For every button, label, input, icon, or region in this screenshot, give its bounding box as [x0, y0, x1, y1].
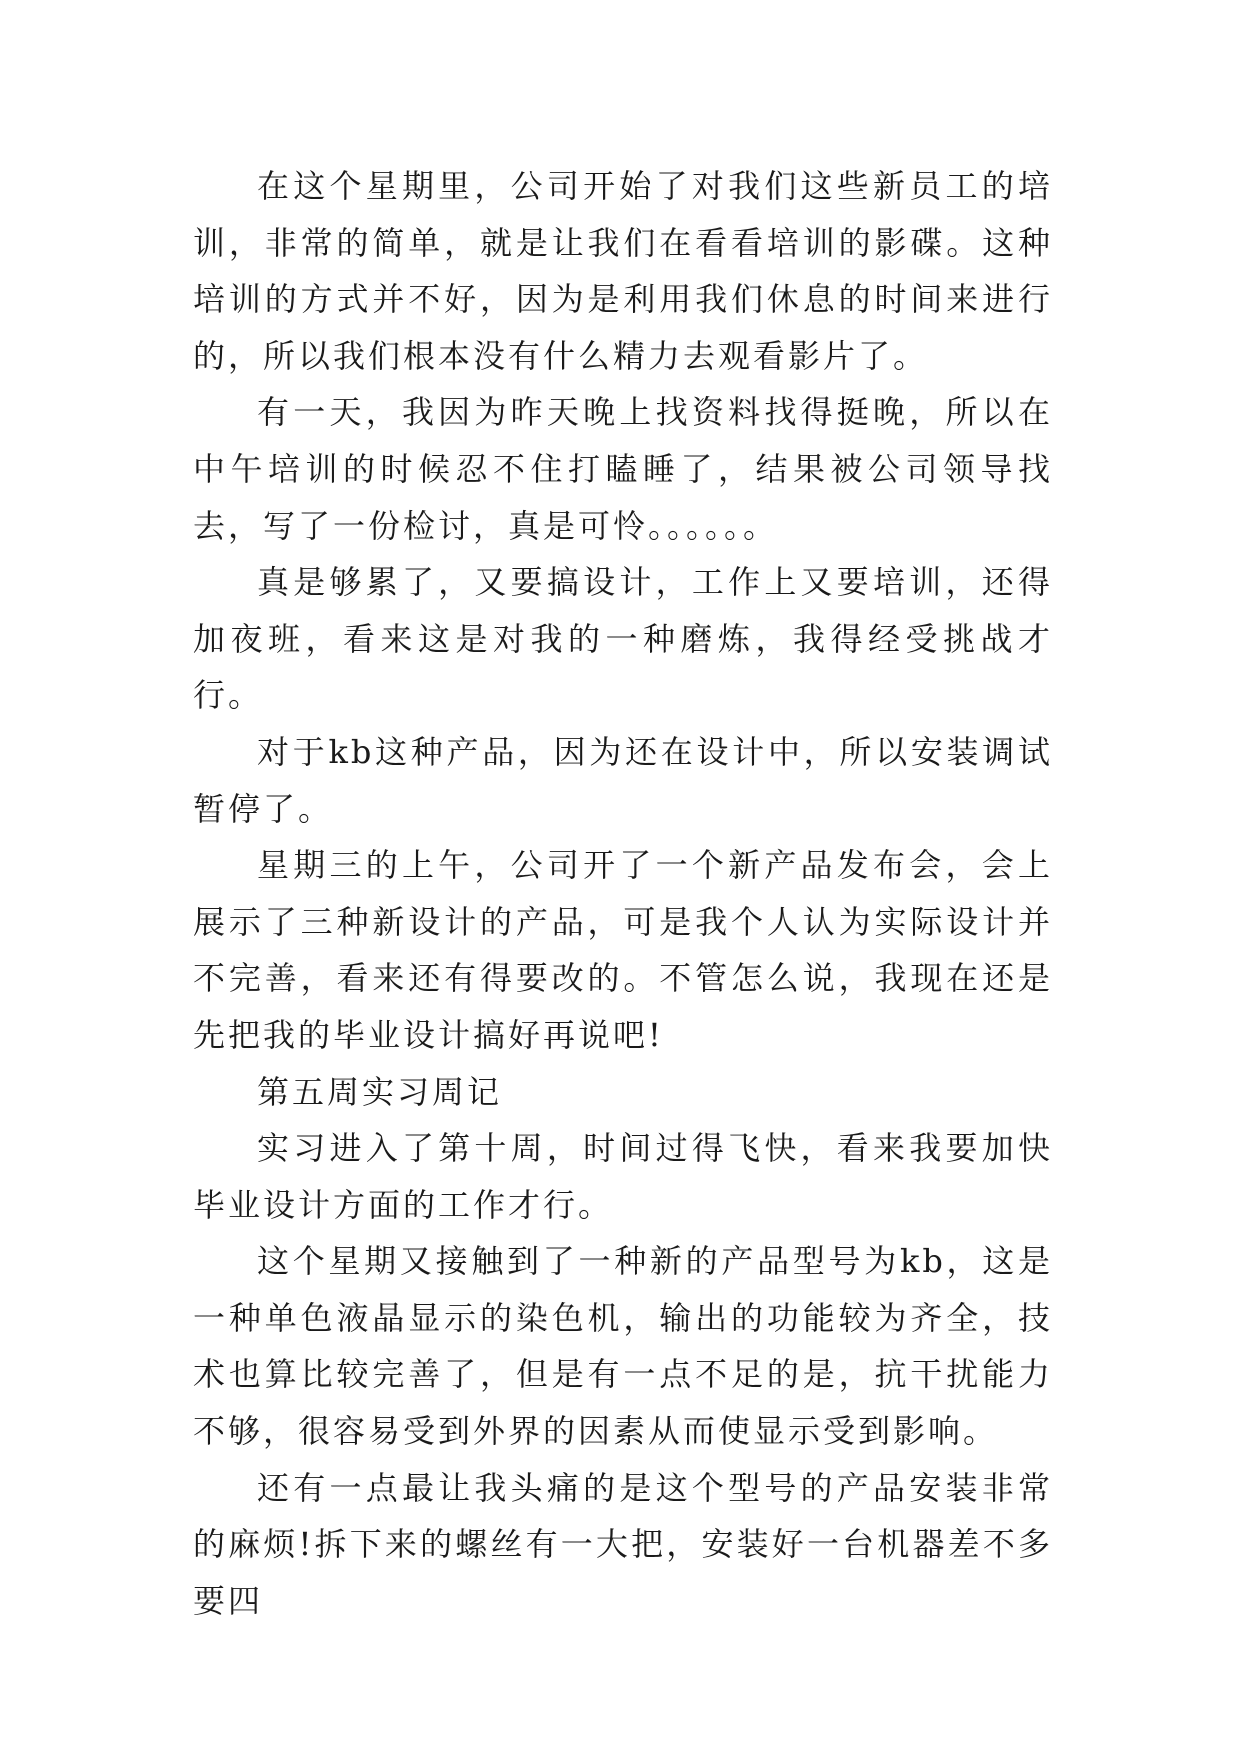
paragraph-nap: 有一天，我因为昨天晚上找资料找得挺晚，所以在中午培训的时候忍不住打瞌睡了，结果被公司领导找去，写了一份检讨，真是可怜。。。。。。 — [193, 393, 1053, 545]
paragraph-training: 在这个星期里，公司开始了对我们这些新员工的培训，非常的简单，就是让我们在看看培训的影碟。这种培训的方式并不好，因为是利用我们休息的时间来进行的，所以我们根本没有什么精力去观看影片了。 — [193, 167, 1053, 375]
paragraph-installation: 还有一点最让我头痛的是这个型号的产品安装非常的麻烦!拆下来的螺丝有一大把，安装好一台机器差不多要四 — [193, 1468, 1053, 1620]
paragraph-launch-event: 星期三的上午，公司开了一个新产品发布会，会上展示了三种新设计的产品，可是我个人认为实际设计并不完善，看来还有得要改的。不管怎么说，我现在还是先把我的毕业设计搞好再说吧! — [193, 846, 1053, 1054]
section-heading-week5: 第五周实习周记 — [257, 1072, 503, 1111]
document-body — [193, 158, 1053, 1629]
paragraph-tired: 真是够累了，又要搞设计，工作上又要培训，还得加夜班，看来这是对我的一种磨炼，我得经受挑战才行。 — [193, 563, 1053, 715]
paragraph-week-ten: 实习进入了第十周，时间过得飞快，看来我要加快毕业设计方面的工作才行。 — [193, 1129, 1053, 1224]
paragraph-kb-model: 这个星期又接触到了一种新的产品型号为kb，这是一种单色液晶显示的染色机，输出的功能较为齐全，技术也算比较完善了，但是有一点不足的是，抗干扰能力不够，很容易受到外界的因素从而使显示受到影响。 — [193, 1242, 1053, 1451]
paragraph-kb-paused: 对于kb这种产品，因为还在设计中，所以安装调试暂停了。 — [193, 732, 1053, 828]
